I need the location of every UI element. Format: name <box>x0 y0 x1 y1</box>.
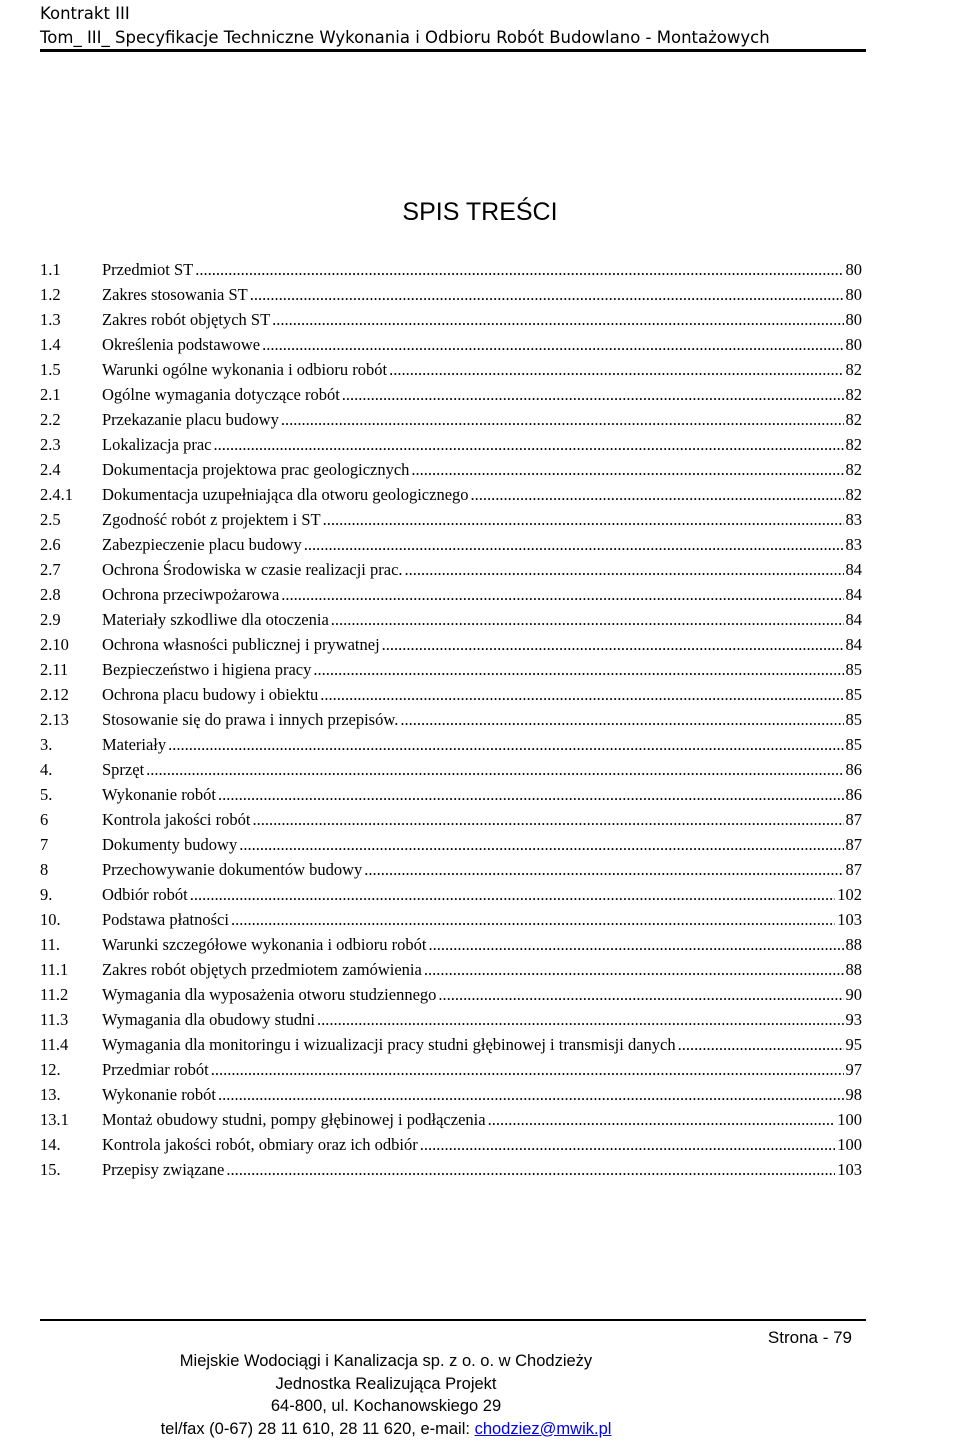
toc-entry-page: 100 <box>837 1107 862 1132</box>
toc-entry-page: 86 <box>846 757 863 782</box>
toc-entry-page: 90 <box>846 982 863 1007</box>
toc-entry-page: 82 <box>846 482 863 507</box>
toc-entry[interactable] <box>40 532 862 557</box>
toc-entry[interactable] <box>40 882 862 907</box>
toc-dot-leader <box>262 332 843 357</box>
toc-entry-page: 80 <box>846 307 863 332</box>
toc-dot-leader <box>218 782 843 807</box>
toc-entry-page: 85 <box>846 732 863 757</box>
toc-entry-page: 83 <box>846 532 863 557</box>
toc-dot-leader <box>471 482 844 507</box>
toc-entry-number: 11. <box>40 932 102 957</box>
toc-entry-title: Dokumenty budowy <box>102 832 237 857</box>
toc-entry-title: Materiały <box>102 732 166 757</box>
toc-dot-leader <box>281 582 843 607</box>
toc-dot-leader <box>428 932 843 957</box>
toc-entry-page: 88 <box>846 957 863 982</box>
toc-entry[interactable] <box>40 1132 862 1157</box>
toc-entry-number: 2.12 <box>40 682 102 707</box>
toc-entry-title: Odbiór robót <box>102 882 188 907</box>
address: 64-800, ul. Kochanowskiego 29 <box>0 1395 772 1418</box>
toc-dot-leader <box>331 607 844 632</box>
toc-entry-page: 97 <box>846 1057 863 1082</box>
toc-entry-number: 10. <box>40 907 102 932</box>
toc-entry-number: 1.5 <box>40 357 102 382</box>
toc-entry-number: 7 <box>40 832 102 857</box>
toc-entry-page: 87 <box>846 857 863 882</box>
toc-entry[interactable] <box>40 632 862 657</box>
toc-entry-title: Ochrona własności publicznej i prywatnej <box>102 632 380 657</box>
toc-dot-leader <box>420 1132 836 1157</box>
toc-entry[interactable] <box>40 357 862 382</box>
toc-entry-number: 1.2 <box>40 282 102 307</box>
toc-entry-number: 11.3 <box>40 1007 102 1032</box>
toc-entry-page: 88 <box>846 932 863 957</box>
toc-entry-title: Warunki szczegółowe wykonania i odbioru robót <box>102 932 426 957</box>
toc-entry-page: 100 <box>837 1132 862 1157</box>
toc-entry-title: Dokumentacja projektowa prac geologicznych <box>102 457 409 482</box>
toc-entry-title: Materiały szkodliwe dla otoczenia <box>102 607 329 632</box>
page-number: Strona - 79 <box>768 1327 852 1349</box>
toc-entry[interactable] <box>40 457 862 482</box>
toc-dot-leader <box>411 457 843 482</box>
toc-dot-leader <box>190 882 836 907</box>
toc-entry-number: 1.3 <box>40 307 102 332</box>
toc-dot-leader <box>317 1007 843 1032</box>
toc-entry-page: 86 <box>846 782 863 807</box>
toc-entry[interactable] <box>40 282 862 307</box>
toc-entry-title: Stosowanie się do prawa i innych przepisów. <box>102 707 398 732</box>
toc-entry-title: Zakres robót objętych ST <box>102 307 270 332</box>
toc-entry-page: 82 <box>846 432 863 457</box>
toc-entry-title: Przekazanie placu budowy <box>102 407 279 432</box>
toc-dot-leader <box>239 832 843 857</box>
toc-entry-number: 11.2 <box>40 982 102 1007</box>
toc-entry-number: 11.4 <box>40 1032 102 1057</box>
toc-entry-number: 9. <box>40 882 102 907</box>
toc-entry-page: 82 <box>846 457 863 482</box>
toc-entry-number: 2.11 <box>40 657 102 682</box>
toc-entry[interactable] <box>40 1057 862 1082</box>
toc-entry[interactable] <box>40 507 862 532</box>
toc-entry[interactable] <box>40 557 862 582</box>
toc-entry-number: 2.7 <box>40 557 102 582</box>
toc-entry-page: 98 <box>846 1082 863 1107</box>
toc-entry-page: 83 <box>846 507 863 532</box>
toc-entry-number: 13.1 <box>40 1107 102 1132</box>
toc-dot-leader <box>195 257 843 282</box>
contact-phones: tel/fax (0-67) 28 11 610, 28 11 620, e-mail: <box>161 1420 475 1438</box>
toc-entry-number: 13. <box>40 1082 102 1107</box>
toc-dot-leader <box>438 982 843 1007</box>
toc-entry[interactable] <box>40 757 862 782</box>
toc-entry[interactable] <box>40 782 862 807</box>
toc-entry[interactable] <box>40 307 862 332</box>
toc-entry-number: 2.1 <box>40 382 102 407</box>
toc-entry[interactable] <box>40 1032 862 1057</box>
toc-entry[interactable] <box>40 382 862 407</box>
header-divider <box>40 49 866 52</box>
toc-dot-leader <box>272 307 843 332</box>
toc-entry[interactable] <box>40 582 862 607</box>
toc-entry-number: 2.2 <box>40 407 102 432</box>
email-link[interactable]: chodziez@mwik.pl <box>475 1420 612 1438</box>
toc-entry-title: Przechowywanie dokumentów budowy <box>102 857 362 882</box>
toc-entry[interactable] <box>40 982 862 1007</box>
toc-entry[interactable] <box>40 732 862 757</box>
toc-entry[interactable] <box>40 857 862 882</box>
toc-entry[interactable] <box>40 1007 862 1032</box>
toc-entry-page: 82 <box>846 382 863 407</box>
toc-dot-leader <box>424 957 844 982</box>
toc-entry-number: 4. <box>40 757 102 782</box>
toc-entry-number: 1.1 <box>40 257 102 282</box>
toc-entry-title: Zgodność robót z projektem i ST <box>102 507 321 532</box>
toc-entry[interactable] <box>40 1107 862 1132</box>
toc-entry-number: 3. <box>40 732 102 757</box>
toc-entry[interactable] <box>40 482 862 507</box>
toc-entry-page: 102 <box>837 882 862 907</box>
footer-divider <box>40 1319 866 1321</box>
toc-dot-leader <box>218 1082 843 1107</box>
toc-entry-title: Wykonanie robót <box>102 1082 216 1107</box>
toc-entry-title: Sprzęt <box>102 757 144 782</box>
toc-entry-title: Kontrola jakości robót, obmiary oraz ich odbiór <box>102 1132 418 1157</box>
toc-entry-title: Zabezpieczenie placu budowy <box>102 532 302 557</box>
toc-dot-leader <box>405 557 844 582</box>
toc-entry[interactable] <box>40 657 862 682</box>
toc-entry-page: 80 <box>846 282 863 307</box>
toc-entry[interactable] <box>40 1157 862 1182</box>
toc-dot-leader <box>364 857 843 882</box>
toc-dot-leader <box>400 707 843 732</box>
contract-label: Kontrakt III <box>40 2 866 26</box>
unit-name: Jednostka Realizująca Projekt <box>0 1373 772 1396</box>
toc-entry-title: Lokalizacja prac <box>102 432 211 457</box>
toc-entry-number: 2.6 <box>40 532 102 557</box>
toc-entry-title: Wymagania dla obudowy studni <box>102 1007 315 1032</box>
toc-entry[interactable] <box>40 257 862 282</box>
toc-dot-leader <box>146 757 843 782</box>
toc-entry-title: Wymagania dla wyposażenia otworu studziennego <box>102 982 436 1007</box>
toc-entry-title: Przedmiot ST <box>102 257 193 282</box>
toc-entry-page: 87 <box>846 832 863 857</box>
toc-entry-title: Dokumentacja uzupełniająca dla otworu geologicznego <box>102 482 469 507</box>
toc-entry-title: Warunki ogólne wykonania i odbioru robót <box>102 357 387 382</box>
toc-entry-page: 80 <box>846 332 863 357</box>
toc-entry-page: 85 <box>846 682 863 707</box>
toc-entry-number: 2.3 <box>40 432 102 457</box>
toc-entry-number: 15. <box>40 1157 102 1182</box>
toc-entry-number: 8 <box>40 857 102 882</box>
company-name: Miejskie Wodociągi i Kanalizacja sp. z o. o. w Chodzieży <box>0 1350 772 1373</box>
toc-dot-leader <box>313 657 843 682</box>
toc-entry-title: Ochrona placu budowy i obiektu <box>102 682 318 707</box>
toc-entry-title: Kontrola jakości robót <box>102 807 250 832</box>
toc-entry[interactable] <box>40 682 862 707</box>
toc-entry-page: 82 <box>846 407 863 432</box>
toc-entry-title: Ogólne wymagania dotyczące robót <box>102 382 340 407</box>
toc-entry-page: 80 <box>846 257 863 282</box>
toc-entry-page: 82 <box>846 357 863 382</box>
toc-entry-title: Ochrona przeciwpożarowa <box>102 582 279 607</box>
toc-entry[interactable] <box>40 932 862 957</box>
toc-entry[interactable] <box>40 807 862 832</box>
toc-entry-number: 6 <box>40 807 102 832</box>
toc-entry[interactable] <box>40 332 862 357</box>
page-footer <box>0 1350 960 1440</box>
toc-entry[interactable] <box>40 1082 862 1107</box>
toc-entry-number: 2.9 <box>40 607 102 632</box>
toc-entry[interactable] <box>40 707 862 732</box>
toc-entry-number: 14. <box>40 1132 102 1157</box>
toc-entry-title: Wymagania dla monitoringu i wizualizacji pracy studni głębinowej i transmisji danych <box>102 1032 676 1057</box>
toc-entry-page: 87 <box>846 807 863 832</box>
toc-dot-leader <box>281 407 844 432</box>
volume-title: Tom_ III_ Specyfikacje Techniczne Wykonania i Odbioru Robót Budowlano - Montażowych <box>40 26 866 50</box>
toc-dot-leader <box>213 432 843 457</box>
toc-dot-leader <box>678 1032 844 1057</box>
toc-entry-number: 5. <box>40 782 102 807</box>
toc-entry[interactable] <box>40 432 862 457</box>
toc-entry-number: 2.4 <box>40 457 102 482</box>
toc-entry-number: 2.4.1 <box>40 482 102 507</box>
toc-dot-leader <box>320 682 843 707</box>
toc-entry-page: 84 <box>846 607 863 632</box>
toc-entry-page: 85 <box>846 657 863 682</box>
toc-entry-title: Przepisy związane <box>102 1157 224 1182</box>
toc-entry-number: 11.1 <box>40 957 102 982</box>
toc-entry[interactable] <box>40 907 862 932</box>
toc-entry-page: 93 <box>846 1007 863 1032</box>
page-header <box>40 0 866 50</box>
toc-entry[interactable] <box>40 407 862 432</box>
toc-entry-page: 85 <box>846 707 863 732</box>
toc-entry-number: 2.13 <box>40 707 102 732</box>
toc-entry-title: Określenia podstawowe <box>102 332 260 357</box>
toc-entry-title: Zakres stosowania ST <box>102 282 248 307</box>
toc-dot-leader <box>226 1157 835 1182</box>
toc-dot-leader <box>250 282 844 307</box>
toc-entry-page: 84 <box>846 557 863 582</box>
toc-dot-leader <box>231 907 835 932</box>
toc-entry-title: Ochrona Środowiska w czasie realizacji prac. <box>102 557 403 582</box>
toc-dot-leader <box>342 382 844 407</box>
toc-entry-title: Podstawa płatności <box>102 907 229 932</box>
toc-entry-page: 103 <box>837 907 862 932</box>
toc-entry-page: 84 <box>846 632 863 657</box>
toc-entry[interactable] <box>40 832 862 857</box>
toc-dot-leader <box>389 357 843 382</box>
toc-entry-page: 103 <box>837 1157 862 1182</box>
toc-entry-page: 95 <box>846 1032 863 1057</box>
page-title: SPIS TREŚCI <box>0 196 960 228</box>
toc-dot-leader <box>252 807 843 832</box>
toc-entry-number: 2.5 <box>40 507 102 532</box>
toc-dot-leader <box>488 1107 836 1132</box>
toc-entry-number: 12. <box>40 1057 102 1082</box>
toc-entry-page: 84 <box>846 582 863 607</box>
toc-dot-leader <box>168 732 843 757</box>
toc-dot-leader <box>211 1057 844 1082</box>
toc-dot-leader <box>323 507 844 532</box>
toc-entry-title: Bezpieczeństwo i higiena pracy <box>102 657 311 682</box>
toc-entry-title: Zakres robót objętych przedmiotem zamówienia <box>102 957 422 982</box>
toc-entry-title: Przedmiar robót <box>102 1057 209 1082</box>
toc-entry[interactable] <box>40 607 862 632</box>
toc-entry[interactable] <box>40 957 862 982</box>
toc-dot-leader <box>304 532 844 557</box>
toc-entry-title: Wykonanie robót <box>102 782 216 807</box>
toc-entry-title: Montaż obudowy studni, pompy głębinowej i podłączenia <box>102 1107 486 1132</box>
toc-entry-number: 2.10 <box>40 632 102 657</box>
toc-entry-number: 1.4 <box>40 332 102 357</box>
toc-entry-number: 2.8 <box>40 582 102 607</box>
toc-dot-leader <box>382 632 844 657</box>
